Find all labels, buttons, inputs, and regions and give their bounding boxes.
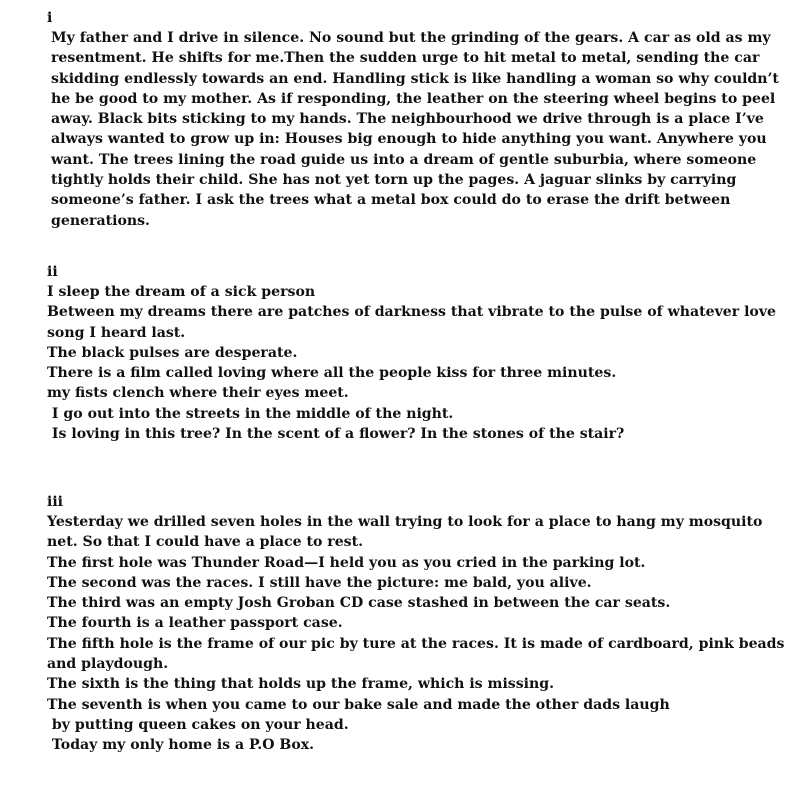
section-ii [47, 262, 787, 444]
section-numeral: iii [47, 494, 63, 510]
prose-paragraph: My father and I drive in silence. No sound but the grinding of the gears. A car as old as my resentment. He shifts for me.Then the sudden urge to hit metal to metal, sending the car skidding endlessly towards an end. Handling stick is like handling a woman so why couldn’t he be good to my mother. As if responding, the leather on the steering wheel begins to peel away. Black bits sticking to my hands. The neighbourhood we drive through is a place I’ve always wanted to grow up in: Houses big enough to hide anything you want. Anywhere you want. The trees lining the road guide us into a dream of gentle suburbia, where someone tightly holds their child. She has not yet torn up the pages. A jaguar slinks by carrying someone’s father. I ask the trees what a metal box could do to erase the drift between generations. [51, 30, 779, 229]
poem-line: I sleep the dream of a sick person [47, 284, 316, 300]
poem-line: There is a film called loving where all the people kiss for three minutes. [47, 365, 617, 382]
section-numeral: i [47, 10, 53, 26]
poem-line: by putting queen cakes on your head. [47, 716, 349, 733]
poem-line: The fifth hole is the frame of our pic by ture at the races. It is made of cardboard, pink beads and playdough. [47, 635, 790, 673]
poem-line: The black pulses are desperate. [47, 344, 298, 361]
poem-line: I go out into the streets in the middle of the night. [47, 405, 454, 422]
section-iii [47, 492, 790, 756]
poem-line: Is loving in this tree? In the scent of a flower? In the stones of the stair? [47, 426, 625, 443]
poem-line: The third was an empty Josh Groban CD case stashed in between the car seats. [47, 595, 671, 612]
section-i [47, 8, 787, 231]
poem-line: The sixth is the thing that holds up the frame, which is missing. [47, 676, 555, 693]
poem-line: The seventh is when you came to our bake sale and made the other dads laugh [47, 696, 670, 713]
section-numeral: ii [47, 264, 58, 280]
poem-line: Yesterday we drilled seven holes in the wall trying to look for a place to hang my mosquito net. So that I could have a place to rest. [47, 514, 768, 551]
poem-line: The fourth is a leather passport case. [47, 615, 343, 632]
poem-line: Today my only home is a P.O Box. [47, 737, 315, 754]
poem-line: Between my dreams there are patches of darkness that vibrate to the pulse of whatever love song I heard last. [47, 304, 781, 341]
poem-line: The second was the races. I still have the picture: me bald, you alive. [47, 574, 592, 591]
poem-line: my fists clench where their eyes meet. [47, 385, 349, 402]
poem-line: The first hole was Thunder Road—I held you as you cried in the parking lot. [47, 554, 646, 571]
